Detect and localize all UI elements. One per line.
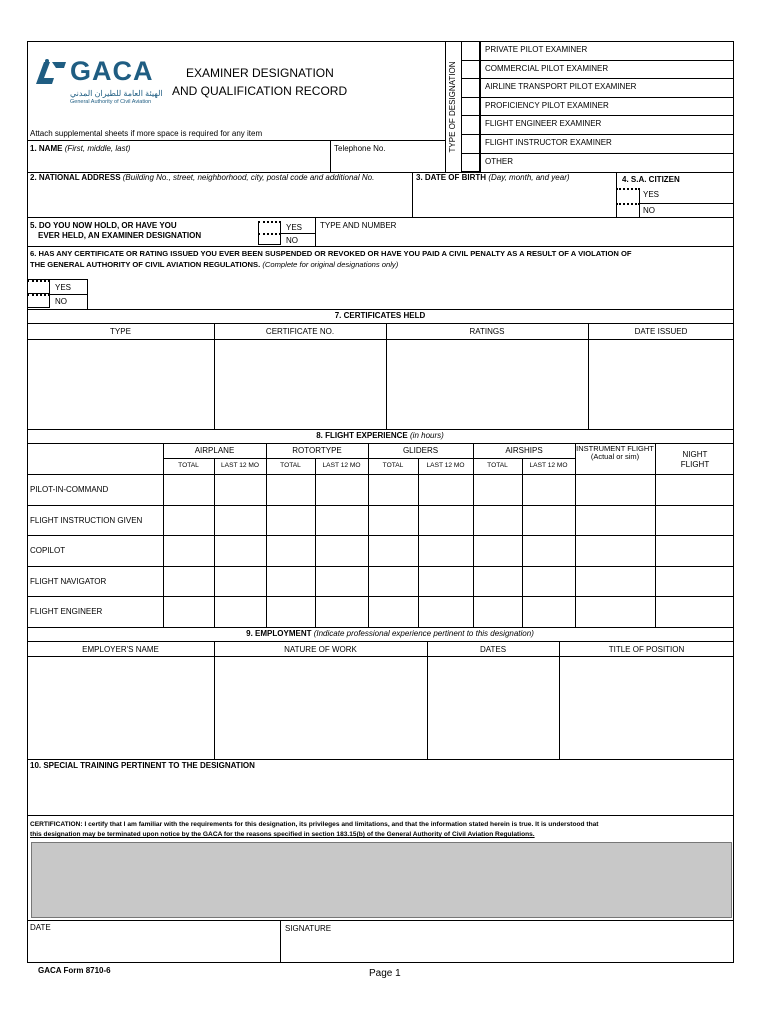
experience-subheader: TOTAL — [487, 462, 508, 469]
certificates-cell[interactable] — [28, 340, 213, 428]
designation-checkbox[interactable] — [461, 115, 480, 135]
experience-cell[interactable] — [419, 567, 472, 596]
experience-row-label: PILOT-IN-COMMAND — [30, 485, 109, 494]
experience-cell[interactable] — [316, 475, 367, 504]
certificates-cell[interactable] — [215, 340, 385, 428]
experience-cell[interactable] — [419, 597, 472, 626]
employment-column-header: NATURE OF WORK — [284, 645, 357, 654]
name-label: 1. NAME — [30, 144, 63, 153]
experience-cell[interactable] — [316, 536, 367, 565]
experience-cell[interactable] — [369, 536, 417, 565]
q5-no-checkbox[interactable] — [258, 233, 281, 245]
experience-cell[interactable] — [164, 597, 213, 626]
experience-row-label: FLIGHT INSTRUCTION GIVEN — [30, 515, 143, 525]
experience-cell[interactable] — [369, 475, 417, 504]
certificates-column-header: TYPE — [110, 327, 131, 336]
experience-cell[interactable] — [576, 506, 654, 535]
experience-cell[interactable] — [656, 506, 733, 535]
designation-option: COMMERCIAL PILOT EXAMINER — [485, 63, 609, 73]
experience-cell[interactable] — [267, 475, 314, 504]
experience-cell[interactable] — [164, 536, 213, 565]
experience-cell[interactable] — [576, 475, 654, 504]
address-field[interactable] — [30, 173, 374, 183]
designation-option: PROFICIENCY PILOT EXAMINER — [485, 100, 609, 110]
experience-cell[interactable] — [164, 475, 213, 504]
signature-shaded-area[interactable] — [31, 842, 732, 918]
employment-cell[interactable] — [560, 657, 733, 757]
experience-group-header: AIRSHIPS — [505, 446, 543, 455]
experience-cell[interactable] — [369, 506, 417, 535]
experience-title — [250, 431, 510, 441]
training-textarea[interactable] — [28, 772, 733, 814]
date-field[interactable]: DATE — [30, 923, 51, 932]
telephone-label: Telephone No. — [334, 144, 386, 153]
q5-yes-label: YES — [286, 223, 303, 232]
employment-title-text: 9. EMPLOYMENT — [246, 629, 312, 638]
experience-cell[interactable] — [215, 536, 265, 565]
certification-text2: this designation may be terminated upon notice by the GACA for the reasons specified in section 183.15(b) of the General Authority of Civil Aviation Regulations. — [30, 831, 535, 838]
experience-cell[interactable] — [656, 567, 733, 596]
telephone-field[interactable] — [334, 144, 386, 154]
certificates-title: 7. CERTIFICATES HELD — [334, 311, 426, 320]
certificates-cell[interactable] — [589, 340, 733, 428]
experience-cell[interactable] — [474, 597, 521, 626]
experience-subheader: LAST 12 MO — [221, 462, 259, 469]
designation-option: PRIVATE PILOT EXAMINER — [485, 45, 588, 54]
certification-label: CERTIFICATION: — [30, 821, 83, 828]
gaca-logo — [34, 58, 174, 108]
q6-line1: 6. HAS ANY CERTIFICATE OR RATING ISSUED YOU EVER BEEN SUSPENDED OR REVOKED OR HAVE YOU PAID A CIVIL PENALTY AS A RESULT OF A VIOLATION OF — [30, 249, 632, 258]
experience-cell[interactable] — [523, 506, 574, 535]
q6-no-checkbox[interactable] — [27, 294, 50, 308]
training-title: 10. SPECIAL TRAINING PERTINENT TO THE DESIGNATION — [30, 761, 255, 770]
dob-hint: (Day, month, and year) — [488, 173, 570, 182]
experience-cell[interactable] — [576, 536, 654, 565]
experience-group-header: ROTORTYPE — [292, 446, 342, 455]
logo-arabic: الهيئة العامة للطيران المدني — [70, 89, 163, 98]
experience-subheader: TOTAL — [280, 462, 301, 469]
designation-checkbox[interactable] — [461, 60, 480, 80]
designation-checkbox[interactable] — [461, 97, 480, 117]
instrument-header: INSTRUMENT FLIGHT (Actual or sim) — [576, 444, 654, 461]
experience-cell[interactable] — [267, 597, 314, 626]
q6-no-label: NO — [55, 297, 67, 306]
q6-hint: (Complete for original designations only) — [262, 260, 399, 269]
certificates-column-header: RATINGS — [469, 327, 505, 336]
designation-checkbox[interactable] — [461, 134, 480, 154]
q5-line1: 5. DO YOU NOW HOLD, OR HAVE YOU — [30, 221, 177, 230]
experience-cell[interactable] — [316, 567, 367, 596]
citizen-no-label: NO — [643, 206, 655, 215]
q5-type-field[interactable]: TYPE AND NUMBER — [320, 221, 397, 230]
designation-option: AIRLINE TRANSPORT PILOT EXAMINER — [485, 82, 637, 92]
experience-subheader: LAST 12 MO — [426, 462, 465, 469]
dob-label: 3. DATE OF BIRTH — [416, 173, 487, 182]
designation-option: OTHER — [485, 156, 513, 166]
logo-english: General Authority of Civil Aviation — [70, 99, 152, 105]
experience-cell[interactable] — [215, 597, 265, 626]
q6-yes-checkbox[interactable] — [27, 280, 50, 294]
citizen-yes-checkbox[interactable] — [616, 188, 640, 204]
experience-group-header: AIRPLANE — [194, 446, 235, 455]
experience-cell[interactable] — [474, 567, 521, 596]
address-label: 2. NATIONAL ADDRESS — [30, 173, 121, 182]
certificates-column-header: CERTIFICATE NO. — [265, 327, 335, 336]
experience-row-label: FLIGHT ENGINEER — [30, 607, 103, 617]
experience-cell[interactable] — [523, 597, 574, 626]
experience-cell[interactable] — [576, 597, 654, 626]
experience-row-label: FLIGHT NAVIGATOR — [30, 576, 107, 586]
name-hint: (First, middle, last) — [64, 144, 131, 153]
experience-cell[interactable] — [656, 475, 733, 504]
q6-line2 — [30, 260, 398, 270]
experience-cell[interactable] — [316, 506, 367, 535]
dob-field[interactable] — [416, 173, 570, 183]
page-number: Page 1 — [369, 968, 401, 979]
citizen-label: 4. S.A. CITIZEN — [622, 175, 680, 184]
experience-group-header: GLIDERS — [402, 446, 439, 455]
experience-cell[interactable] — [656, 536, 733, 565]
designation-checkbox[interactable] — [461, 78, 480, 98]
designation-option: FLIGHT INSTRUCTOR EXAMINER — [485, 138, 612, 147]
q6-yes-label: YES — [55, 283, 72, 292]
experience-row-label: COPILOT — [30, 546, 66, 556]
experience-cell[interactable] — [267, 506, 314, 535]
certification-text1: I certify that I am familiar with the requirements for this designation, its privileges and limitations, and that the information stated herein is true. It is understood that — [84, 821, 599, 828]
attach-note: Attach supplemental sheets if more space is required for any item — [30, 129, 263, 138]
experience-cell[interactable] — [215, 506, 265, 535]
employment-title — [180, 629, 600, 639]
employment-cell[interactable] — [215, 657, 426, 757]
designation-checkbox[interactable] — [461, 153, 480, 173]
experience-cell[interactable] — [523, 536, 574, 565]
experience-cell[interactable] — [369, 567, 417, 596]
experience-title-text: 8. FLIGHT EXPERIENCE — [316, 431, 408, 440]
certification-text — [30, 820, 599, 829]
form-title-line1: EXAMINER DESIGNATION — [186, 66, 334, 80]
q6-line2-text: THE GENERAL AUTHORITY OF CIVIL AVIATION REGULATIONS. — [30, 260, 261, 269]
experience-cell[interactable] — [369, 597, 417, 626]
logo-text: GACA — [70, 56, 154, 86]
signature-field[interactable]: SIGNATURE — [285, 924, 332, 933]
employment-hint: (Indicate professional experience pertinent to this designation) — [313, 629, 534, 638]
designation-option: FLIGHT ENGINEER EXAMINER — [485, 119, 602, 129]
experience-cell[interactable] — [474, 475, 521, 504]
experience-cell[interactable] — [419, 506, 472, 535]
experience-cell[interactable] — [267, 567, 314, 596]
experience-hint: (in hours) — [410, 431, 444, 440]
designation-checkbox[interactable] — [461, 41, 480, 61]
experience-cell[interactable] — [419, 536, 472, 565]
form-title-line2: AND QUALIFICATION RECORD — [172, 84, 348, 98]
experience-cell[interactable] — [474, 506, 521, 535]
name-field[interactable] — [30, 144, 130, 154]
experience-cell[interactable] — [656, 597, 733, 626]
citizen-yes-label: YES — [643, 190, 660, 199]
experience-subheader: LAST 12 MO — [322, 462, 361, 469]
employment-column-header: TITLE OF POSITION — [608, 645, 685, 654]
citizen-no-checkbox[interactable] — [616, 203, 640, 218]
certificates-cell[interactable] — [387, 340, 587, 428]
experience-cell[interactable] — [215, 567, 265, 596]
experience-cell[interactable] — [474, 536, 521, 565]
employment-column-header: EMPLOYER'S NAME — [82, 645, 159, 654]
experience-subheader: LAST 12 MO — [529, 462, 568, 469]
experience-cell[interactable] — [164, 506, 213, 535]
certificates-column-header: DATE ISSUED — [634, 327, 688, 336]
experience-cell[interactable] — [267, 536, 314, 565]
logo-mark-icon — [34, 58, 68, 86]
designation-vertical-label: TYPE OF DESIGNATION — [448, 61, 457, 153]
q5-line2: EVER HELD, AN EXAMINER DESIGNATION — [38, 231, 202, 240]
employment-cell[interactable] — [428, 657, 558, 757]
q5-no-label: NO — [286, 236, 298, 245]
experience-cell[interactable] — [419, 475, 472, 504]
experience-subheader: TOTAL — [382, 462, 404, 469]
employment-cell[interactable] — [28, 657, 213, 757]
experience-cell[interactable] — [523, 475, 574, 504]
night-header: NIGHT FLIGHT — [680, 450, 710, 469]
form-number: GACA Form 8710-6 — [38, 966, 111, 975]
employment-column-header: DATES — [479, 645, 507, 654]
experience-cell[interactable] — [523, 567, 574, 596]
experience-cell[interactable] — [316, 597, 367, 626]
experience-cell[interactable] — [164, 567, 213, 596]
address-hint: (Building No., street, neighborhood, city, postal code and additional No. — [122, 173, 375, 182]
experience-cell[interactable] — [215, 475, 265, 504]
experience-subheader: TOTAL — [178, 462, 199, 469]
experience-cell[interactable] — [576, 567, 654, 596]
